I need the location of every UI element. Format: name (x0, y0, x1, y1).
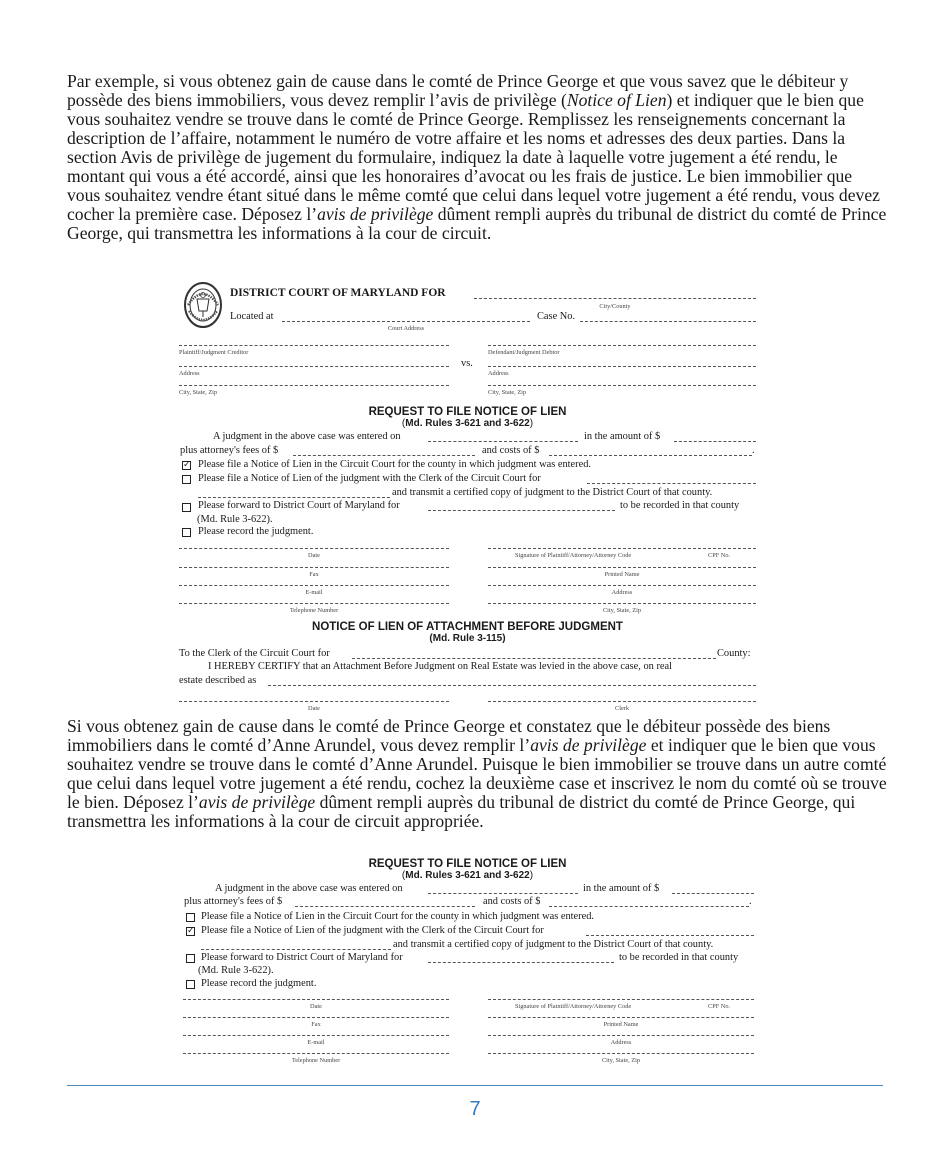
date-caption-2: Date (310, 1003, 322, 1010)
judgment-date-field-2[interactable] (428, 893, 578, 894)
option3-rule-label-2: (Md. Rule 3-622). (198, 965, 274, 976)
option4-checkbox-2[interactable] (186, 980, 195, 989)
paragraph-emphasis: avis de privilège (530, 735, 647, 755)
signature-caption-2: Signature of Plaintiff/Attorney/Attorney Code (515, 1003, 632, 1010)
defendant-caption: Defendant/Judgment Debtor (488, 349, 560, 356)
court-address-caption: Court Address (387, 325, 425, 332)
option3-checkbox-2[interactable] (186, 954, 195, 963)
costs-field-2[interactable] (549, 906, 749, 907)
rules-paren: ) (529, 870, 534, 881)
city-state-zip-caption: City, State, Zip (602, 607, 642, 614)
option2-label: Please file a Notice of Lien of the judgment with the Clerk of the Circuit Court for (198, 473, 541, 484)
period-2: . (749, 896, 752, 907)
rules-text: Md. Rules 3-621 and 3-622 (405, 870, 530, 881)
paragraph-text: dûment rempli auprès du tribunal de district du comté de Prince George, qui transmettra les informations à la cour de circuit. (67, 204, 887, 243)
certify-text: I HEREBY CERTIFY that an Attachment Before Judgment on Real Estate was levied in the above case, on real (208, 661, 673, 672)
option1-label: Please file a Notice of Lien in the Circuit Court for the county in which judgment was entered. (198, 459, 592, 470)
attachment-title: NOTICE OF LIEN OF ATTACHMENT BEFORE JUDGMENT (312, 621, 623, 633)
paragraph-text: Par exemple, si vous obtenez gain de cause dans le comté de Prince George et que vous savez que le débiteur y possède des biens immobiliers, vous devez remplir l’avis de privilège ( (67, 71, 849, 110)
address-caption: Address (611, 589, 633, 596)
paragraph-text: Si vous obtenez gain de cause dans le comté de Prince George et constatez que le débiteur possède des biens immobiliers dans le comté d’Anne Arundel, vous devez remplir l’ (67, 716, 831, 755)
option2-cont-label: and transmit a certified copy of judgment to the District Court of that county. (392, 487, 713, 498)
printed-name-caption-2: Printed Name (603, 1021, 639, 1028)
amount-field-2[interactable] (672, 893, 754, 894)
option3-label-2: Please forward to District Court of Maryland for (201, 952, 403, 963)
costs-label: and costs of $ (482, 445, 540, 456)
paragraph-emphasis: Notice of Lien (566, 90, 667, 110)
request-title-2: REQUEST TO FILE NOTICE OF LIEN (368, 858, 567, 870)
request-title: REQUEST TO FILE NOTICE OF LIEN (368, 406, 567, 418)
judgment-entered-label: A judgment in the above case was entered on (213, 431, 401, 442)
cpf-caption: CPF No. (708, 552, 731, 559)
telephone-caption-2: Telephone Number (291, 1057, 341, 1064)
option1-label-2: Please file a Notice of Lien in the Circuit Court for the county in which judgment was entered. (201, 911, 595, 922)
option2-county-field-2[interactable] (586, 935, 754, 936)
signature-caption: Signature of Plaintiff/Attorney/Attorney Code (515, 552, 632, 559)
option3-rule-label: (Md. Rule 3-622). (197, 514, 273, 525)
county-label: County: (717, 648, 751, 659)
rules-paren: ) (529, 418, 534, 429)
email-caption: E-mail (305, 589, 323, 596)
address-caption-2: Address (610, 1039, 632, 1046)
request-rules-2 (179, 870, 756, 881)
option3-county-field-2[interactable] (428, 962, 614, 963)
option3-tail-label-2: to be recorded in that county (619, 952, 739, 963)
telephone-caption: Telephone Number (289, 607, 339, 614)
city-county-caption: City/County (599, 303, 631, 310)
rules-paren: ( (401, 418, 406, 429)
footer-divider (67, 1085, 883, 1086)
costs-label-2: and costs of $ (483, 896, 541, 907)
defendant-city-caption: City, State, Zip (488, 389, 527, 396)
plaintiff-city-caption: City, State, Zip (179, 389, 218, 396)
paragraph-text: ) et indiquer que le bien que vous souhaitez vendre se trouve dans le comté de Prince George. Remplissez les renseignements concernant la description de l’affaire, notamment le numéro de votre affaire et les noms et adresses des deux parties. Dans la section Avis de privilège de jugement du formulaire, indiquez la date à laquelle votre jugement a été rendu, le montant qui vous a été accordé, ainsi que les honoraires d’avocat ou les frais de justice. Le bien immobilier que vous souhaitez vendre étant situé dans le même comté que celui dans lequel votre jugement a été rendu, vous devez cocher la première case. Déposez l’ (67, 90, 880, 224)
court-title: DISTRICT COURT OF MARYLAND FOR (230, 287, 446, 299)
paragraph-emphasis: avis de privilège (198, 792, 316, 812)
email-caption-2: E-mail (307, 1039, 325, 1046)
option4-label: Please record the judgment. (198, 526, 314, 537)
amount-label: in the amount of $ (584, 431, 661, 442)
attorney-fees-field-2[interactable] (295, 906, 475, 907)
period: . (752, 445, 755, 456)
option2-county-field-cont-2[interactable] (201, 949, 391, 950)
date-caption: Date (308, 552, 320, 559)
paragraph-text: et indiquer que le bien que vous souhaitez vendre se trouve dans le comté d’Anne Arundel. Puisque le bien immobilier se trouve dans un autre comté que celui dans lequel votre jugement a été rendu, cochez la deuxième case et inscrivez le nom du comté où se trouve le bien. Déposez l’ (67, 735, 887, 812)
option2-label-2: Please file a Notice of Lien of the judgment with the Clerk of the Circuit Court for (201, 925, 544, 936)
located-at-label: Located at (230, 311, 274, 322)
to-clerk-label: To the Clerk of the Circuit Court for (179, 648, 330, 659)
fax-caption-2: Fax (311, 1021, 321, 1028)
defendant-address-caption: Address (488, 370, 509, 377)
rules-paren: ( (401, 870, 406, 881)
attorney-fees-label-2: plus attorney's fees of $ (184, 896, 283, 907)
option2-cont-label-2: and transmit a certified copy of judgment to the District Court of that county. (393, 939, 714, 950)
paragraph-text: dûment rempli auprès du tribunal de district du comté de Prince George, qui transmettra les informations à la cour de circuit appropriée. (67, 792, 856, 831)
judgment-entered-label-2: A judgment in the above case was entered on (215, 883, 403, 894)
option4-label-2: Please record the judgment. (201, 978, 317, 989)
option2-checkbox-2[interactable]: ✓ (187, 926, 195, 936)
clerk-caption: Clerk (615, 705, 629, 712)
option1-checkbox[interactable]: ✓ (183, 460, 191, 470)
case-no-label: Case No. (537, 311, 576, 322)
attorney-fees-label: plus attorney's fees of $ (180, 445, 279, 456)
rules-text: Md. Rules 3-621 and 3-622 (405, 418, 530, 429)
attachment-date-caption: Date (308, 705, 320, 712)
printed-name-caption: Printed Name (604, 571, 640, 578)
estate-label: estate described as (179, 675, 257, 686)
option3-tail-label: to be recorded in that county (620, 500, 740, 511)
cpf-caption-2: CPF No. (708, 1003, 731, 1010)
city-state-zip-caption-2: City, State, Zip (601, 1057, 641, 1064)
paragraph-emphasis: avis de privilège (317, 204, 434, 224)
attachment-rule: (Md. Rule 3-115) (429, 633, 506, 644)
option3-label: Please forward to District Court of Maryland for (198, 500, 400, 511)
plaintiff-caption: Plaintiff/Judgment Creditor (179, 349, 249, 356)
plaintiff-address-caption: Address (179, 370, 200, 377)
option1-checkbox-2[interactable] (186, 913, 195, 922)
versus-label: vs. (461, 358, 473, 369)
amount-label-2: in the amount of $ (583, 883, 660, 894)
fax-caption: Fax (309, 571, 319, 578)
page-number: 7 (469, 1098, 481, 1120)
